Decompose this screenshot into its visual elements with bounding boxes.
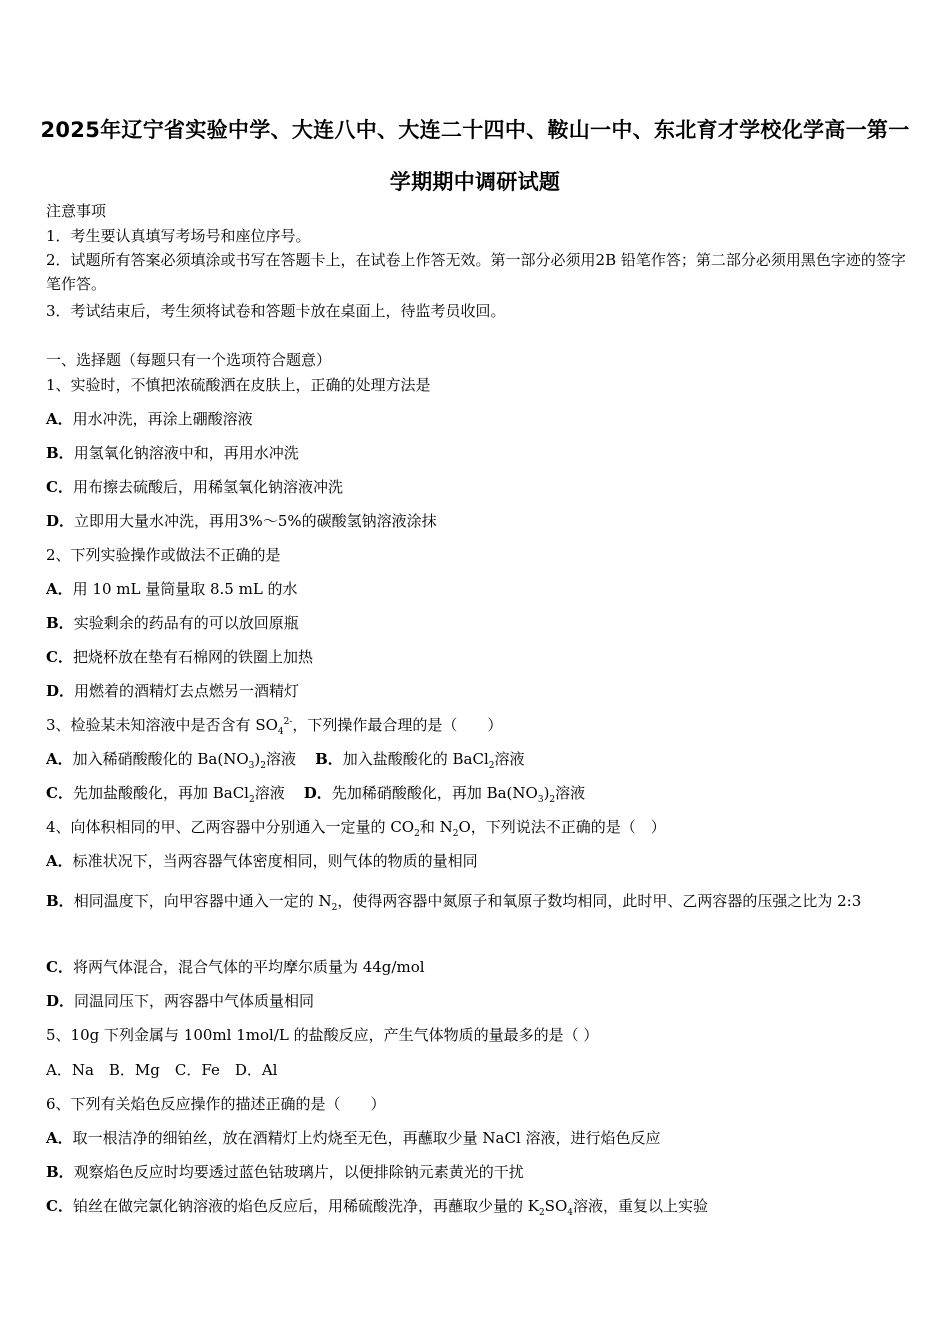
option-label: D． xyxy=(46,512,75,530)
question-1-stem: 1、实验时，不慎把浓硫酸洒在皮肤上，正确的处理方法是 xyxy=(46,376,431,394)
option-text: 先加盐酸酸化，再加 BaCl xyxy=(72,784,249,802)
option-label: A． xyxy=(46,1129,73,1147)
stem-text: ，下列操作最合理的是（ ） xyxy=(292,716,503,734)
question-4-option-b xyxy=(46,883,906,920)
section-heading: 一、选择题（每题只有一个选项符合题意） xyxy=(46,351,332,369)
question-5-options: A．Na B．Mg C．Fe D．Al xyxy=(46,1061,278,1079)
option-label: C． xyxy=(46,958,73,976)
option-text: 溶液 xyxy=(254,784,285,802)
question-4-stem xyxy=(46,817,666,837)
option-text: 用水冲洗，再涂上硼酸溶液 xyxy=(72,410,253,428)
stem-text: O，下列说法不正确的是（ ） xyxy=(458,818,666,836)
stem-text: 3、检验某未知溶液中是否含有 SO xyxy=(46,716,278,734)
option-label: D． xyxy=(46,992,75,1010)
subscript: 3 xyxy=(248,761,255,771)
question-3-options-ab xyxy=(46,749,525,769)
notice-heading: 注意事项 xyxy=(46,202,107,220)
question-6-option-a xyxy=(46,1128,661,1148)
question-1-option-c xyxy=(46,477,343,497)
option-text: 把烧杯放在垫有石棉网的铁圈上加热 xyxy=(72,648,313,666)
question-4-option-a xyxy=(46,851,478,871)
question-6-stem: 6、下列有关焰色反应操作的描述正确的是（ ） xyxy=(46,1095,386,1113)
question-5-stem: 5、10g 下列金属与 100ml 1mol/L 的盐酸反应，产生气体物质的量最多的是（ ） xyxy=(46,1026,599,1044)
question-2-option-b xyxy=(46,613,299,633)
notice-item-1: 1．考生要认真填写考场号和座位序号。 xyxy=(46,227,311,245)
question-1-option-b xyxy=(46,443,299,463)
subscript: 2 xyxy=(260,761,266,771)
option-label: D． xyxy=(303,784,332,802)
subscript: 3 xyxy=(537,795,544,805)
option-label: C． xyxy=(46,478,73,496)
subscript: 2 xyxy=(488,761,495,771)
question-1-option-d xyxy=(46,511,437,531)
option-text: 加入稀硝酸酸化的 Ba(NO xyxy=(72,750,249,768)
subscript: 2 xyxy=(452,829,459,839)
option-label: B． xyxy=(46,892,74,910)
option-text: 同温同压下，两容器中气体质量相同 xyxy=(74,992,315,1010)
option-text: 相同温度下，向甲容器中通入一定的 N xyxy=(73,892,332,910)
subscript: 2 xyxy=(248,795,255,805)
option-label: A． xyxy=(46,410,73,428)
option-text: ) xyxy=(254,750,261,768)
notice-item-2: 2．试题所有答案必须填涂或书写在答题卡上，在试卷上作答无效。第一部分必须用2B 铅笔作答；第二部分必须用黑色字迹的签字笔作答。 xyxy=(46,251,906,293)
question-2-option-d xyxy=(46,681,299,701)
option-text: 将两气体混合，混合气体的平均摩尔质量为 44g/mol xyxy=(72,958,425,976)
option-text: 取一根洁净的细铂丝，放在酒精灯上灼烧至无色，再蘸取少量 NaCl 溶液，进行焰色反应 xyxy=(72,1129,661,1147)
question-4-option-d xyxy=(46,991,314,1011)
stem-text: 和 N xyxy=(419,818,453,836)
question-2-option-a xyxy=(46,579,298,599)
option-text: ) xyxy=(543,784,550,802)
option-text: 先加稀硝酸酸化，再加 Ba(NO xyxy=(331,784,538,802)
exam-title: 2025年辽宁省实验中学、大连八中、大连二十四中、鞍山一中、东北育才学校化学高一第一学期期中调研试题 xyxy=(40,118,910,194)
subscript: 2 xyxy=(538,1208,545,1218)
superscript: 2- xyxy=(283,717,293,727)
subscript: 4 xyxy=(277,727,284,737)
option-label: B． xyxy=(46,614,74,632)
question-3-stem xyxy=(46,715,502,735)
option-text: 加入盐酸酸化的 BaCl xyxy=(342,750,489,768)
option-label: C． xyxy=(46,1197,73,1215)
option-text: ，使得两容器中氮原子和氧原子数均相同，此时甲、乙两容器的压强之比为 2:3 xyxy=(337,892,862,910)
option-text: 溶液 xyxy=(265,750,296,768)
option-text: 用 10 mL 量筒量取 8.5 mL 的水 xyxy=(72,580,298,598)
option-text: 溶液 xyxy=(555,784,586,802)
question-6-option-b xyxy=(46,1162,524,1182)
option-text: 溶液 xyxy=(494,750,525,768)
subscript: 2 xyxy=(414,829,420,839)
option-text: SO xyxy=(544,1197,568,1215)
option-label: B． xyxy=(46,1163,74,1181)
option-label: A． xyxy=(46,750,73,768)
option-text: 用氢氧化钠溶液中和，再用水冲洗 xyxy=(73,444,299,462)
question-3-options-cd xyxy=(46,783,585,803)
option-label: A． xyxy=(46,580,73,598)
notice-item-3: 3．考试结束后，考生须将试卷和答题卡放在桌面上，待监考员收回。 xyxy=(46,302,506,320)
option-label: C． xyxy=(46,784,73,802)
option-text: 实验剩余的药品有的可以放回原瓶 xyxy=(73,614,299,632)
question-2-stem: 2、下列实验操作或做法不正确的是 xyxy=(46,546,281,564)
subscript: 4 xyxy=(567,1208,573,1218)
question-4-option-c xyxy=(46,957,425,977)
option-label: B． xyxy=(46,444,74,462)
stem-text: 4、向体积相同的甲、乙两容器中分别通入一定量的 CO xyxy=(46,818,415,836)
option-text: 标准状况下，当两容器气体密度相同，则气体的物质的量相同 xyxy=(72,852,478,870)
option-text: 用布擦去硫酸后，用稀氢氧化钠溶液冲洗 xyxy=(72,478,343,496)
option-label: D． xyxy=(46,682,75,700)
subscript: 2 xyxy=(331,903,338,913)
option-text: 立即用大量水冲洗，再用3%～5%的碳酸氢钠溶液涂抹 xyxy=(74,512,437,530)
question-2-option-c xyxy=(46,647,313,667)
question-6-option-c xyxy=(46,1196,708,1216)
question-1-option-a xyxy=(46,409,253,429)
option-text: 铂丝在做完氯化钠溶液的焰色反应后，用稀硫酸洗净，再蘸取少量的 K xyxy=(72,1197,539,1215)
option-text: 用燃着的酒精灯去点燃另一酒精灯 xyxy=(74,682,300,700)
subscript: 2 xyxy=(549,795,556,805)
option-label: A． xyxy=(46,852,73,870)
option-label: B． xyxy=(315,750,343,768)
option-text: 溶液，重复以上实验 xyxy=(572,1197,708,1215)
option-text: 观察焰色反应时均要透过蓝色钴玻璃片，以便排除钠元素黄光的干扰 xyxy=(73,1163,524,1181)
option-label: C． xyxy=(46,648,73,666)
